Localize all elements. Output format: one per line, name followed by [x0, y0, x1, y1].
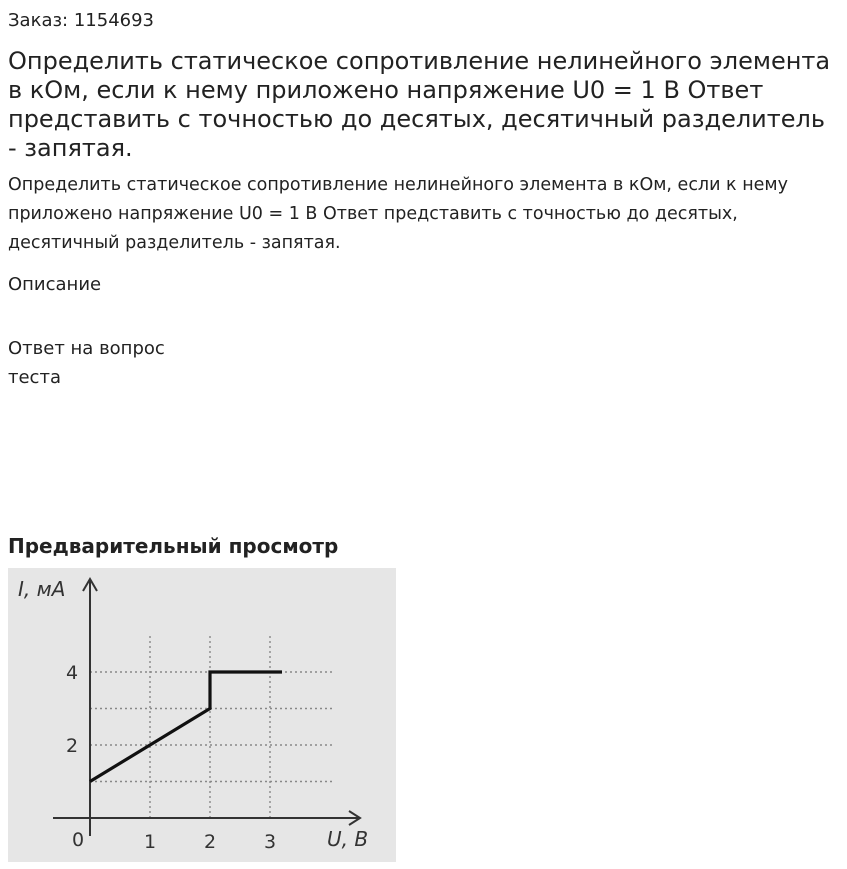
x-axis-title: U, В: [327, 827, 369, 851]
series-line: [90, 672, 282, 782]
series-layer: [90, 672, 282, 782]
x-tick-label-1: 1: [144, 831, 157, 853]
preview-image: [8, 568, 396, 862]
y-axis-title: I, мА: [18, 577, 66, 601]
preview-heading: Предварительный просмотр: [8, 534, 339, 558]
origin-label: 0: [72, 829, 85, 851]
y-tick-label-4: 4: [66, 662, 79, 684]
iv-characteristic-chart: [8, 568, 396, 862]
grid-layer: [90, 636, 333, 819]
answer-label: Ответ на вопрос теста: [8, 338, 165, 388]
order-line: [8, 10, 154, 32]
label-layer: [18, 577, 368, 853]
order-label: Заказ:: [8, 10, 69, 31]
question-title: Определить статическое сопротивление нелинейного элемента в кОм, если к нему приложено напряжение U0 = 1 В Ответ представить с точностью до десятых, десятичный разделитель - запятая.: [8, 47, 831, 162]
description-label: Описание: [8, 274, 102, 295]
question-text: Определить статическое сопротивление нелинейного элемента в кОм, если к нему приложено напряжение U0 = 1 В Ответ представить с точностью до десятых, десятичный разделитель - запятая.: [8, 175, 788, 253]
x-tick-label-2: 2: [204, 831, 217, 853]
x-tick-label-3: 3: [264, 831, 277, 853]
axis-layer: [53, 579, 360, 836]
order-number: 1154693: [73, 10, 155, 31]
y-tick-label-2: 2: [66, 735, 79, 757]
